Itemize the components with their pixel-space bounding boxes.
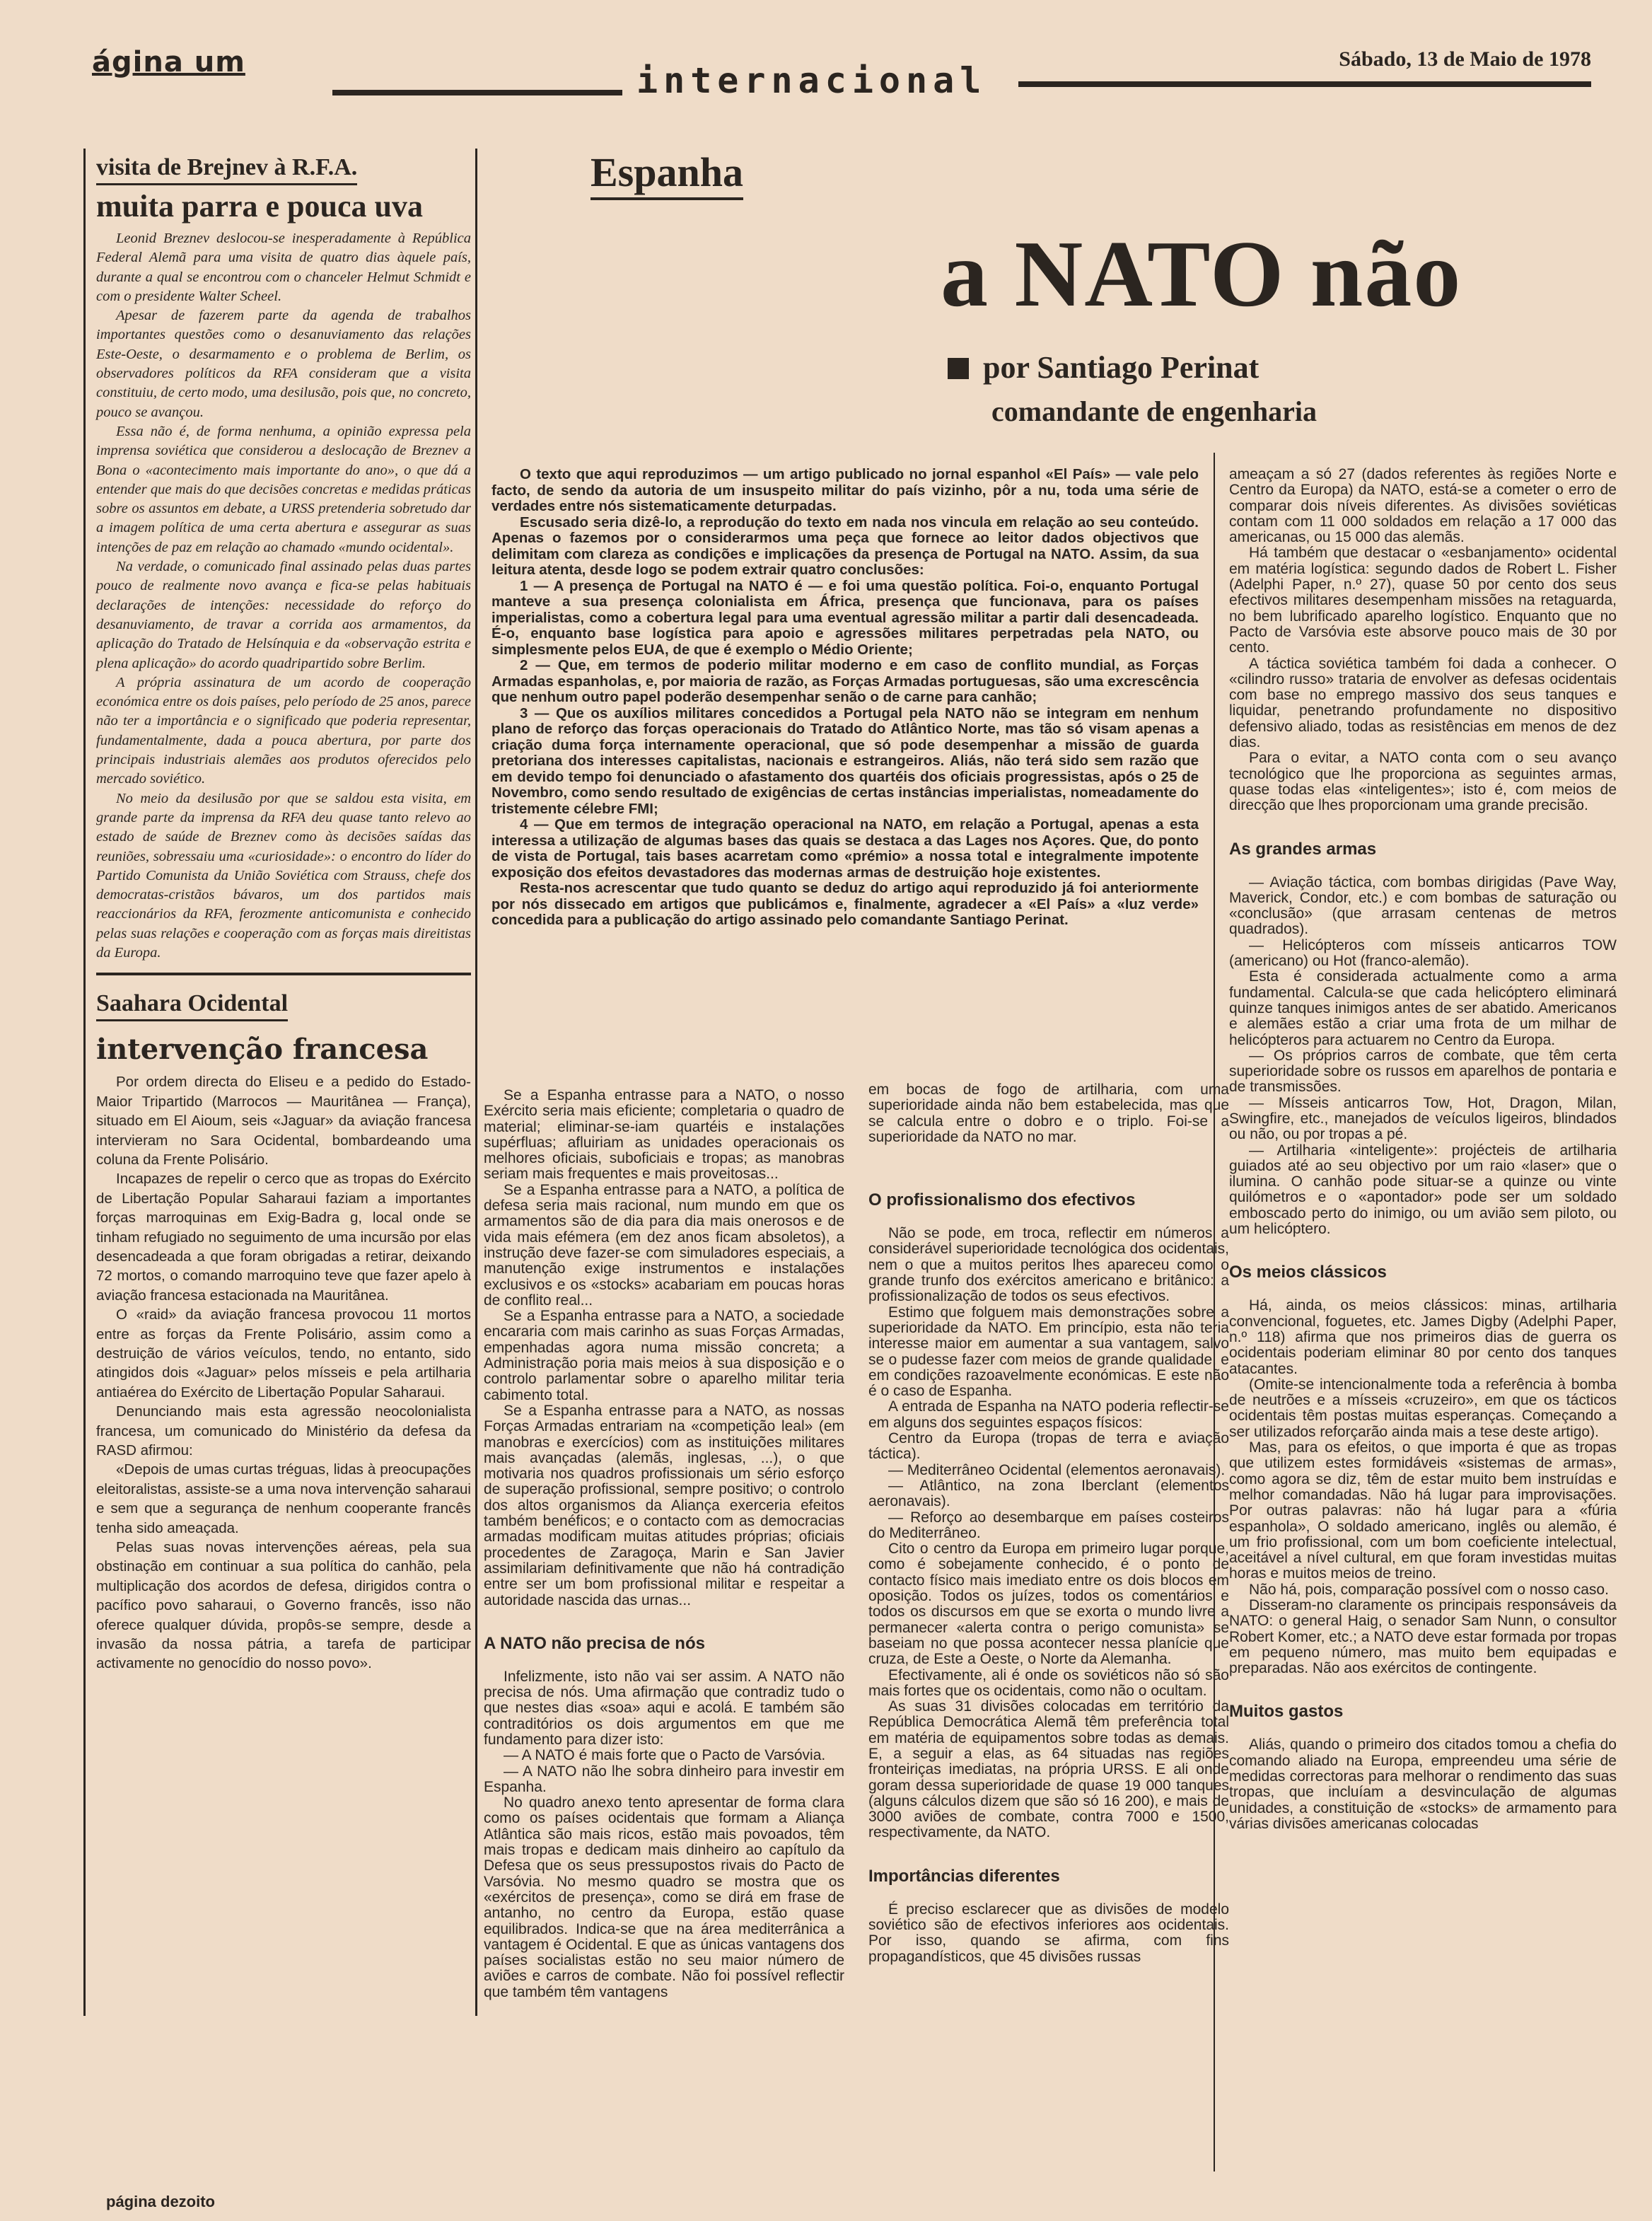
paragraph: — Mísseis anticarros Tow, Hot, Dragon, Milan, Swingfire, etc., manejados de veículos ligeiros, blindados ou não, ou por tropas a pé. [1229, 1094, 1617, 1143]
paragraph: 3 — Que os auxílios militares concedidos a Portugal pela NATO não se integram em nenhum plano de reforço das forças operacionais do Tratado do Atlântico Norte, mas tão só visam apenas a criação duma força internamente operacional, que só pode desempenhar a missão de guarda pretoriana dos interesses capitalistas, nacionais e estrangeiros. Aliás, não terá sido sem razão que em devido tempo foi denunciado o afastamento dos quartéis dos oficiais progressistas, após o 25 de Novembro, como sendo resultado de exigências de certas instâncias imperialistas, nomeadamente do tristemente célebre FMI; [491, 704, 1199, 817]
paragraph: — Artilharia «inteligente»: projécteis de artilharia guiados até ao seu objectivo por um raio «laser» que o ilumina. O canhão pode situar-se a quinze ou vinte quilómetros e o «apontador» pode ser um soldado emboscado perto do inimigo, ou um avião sem piloto, ou um helicóptero. [1229, 1142, 1617, 1238]
paragraph: No meio da desilusão por que se saldou esta visita, em grande parte da imprensa da RFA deu quase tanto relevo ao estado de saúde de Breznev como às decisões saídas das reuniões, sobressaiu uma «curiosidade»: o encontro do líder do Partido Comunista da União Soviética com Strauss, chefe dos democratas-cristãos bávaros, um dos partidos mais reaccionários da RFA, ferozmente anticomunista e conhecido pelas suas relações e cooperação com as forças mais direitistas da Europa. [96, 790, 471, 961]
paragraph: A entrada de Espanha na NATO poderia reflectir-se em alguns dos seguintes espaços físicos: [868, 1398, 1229, 1431]
paragraph: Não se pode, em troca, reflectir em números a considerável superioridade tecnológica dos ocidentais, nem o que a muitos peritos lhes apareceu como o grande trunfo dos exércitos americano e britânico: a profissionalização de todos os seus efectivos. [868, 1225, 1229, 1305]
article-column-1 [484, 1088, 844, 2000]
paragraph: — Helicópteros com mísseis anticarros TOW (americano) ou Hot (franco-alemão). [1229, 936, 1617, 970]
article-kicker: Espanha [591, 149, 743, 200]
left-margin-rule [83, 149, 86, 2016]
paragraph: — Mediterrâneo Ocidental (elementos aeronavais). [888, 1461, 1226, 1478]
paragraph: Se a Espanha entrasse para a NATO, as nossas Forças Armadas entrariam na «competição leal» (em manobras e exercícios) com as instituições militares mais avançadas (alemãs, inglesas, ...), o que motivaria nos quadros profissionais um sério esforço de superação profissional, sempre positivo; o controlo dos altos organismos da Aliança exerceria efeitos também benéficos; e o contacto com as democracias armadas modificam muitas atitudes próprias; oficiais procedentes de Zaragoça, Marin e San Javier assimilariam definitivamente que não há contradição entre ser um bom profissional militar e respeitar a autoridade nascida das urnas... [484, 1402, 844, 1608]
paragraph: — A NATO é mais forte que o Pacto de Varsóvia. [504, 1747, 826, 1764]
subheading: As grandes armas [1229, 839, 1377, 859]
paragraph: Infelizmente, isto não vai ser assim. A NATO não precisa de nós. Uma afirmação que contradiz tudo o que nestes dias «soa» aqui e acolá. E também são contraditórios os dois argumentos em que me fundamento para dizer isto: [484, 1668, 844, 1748]
subheading: Muitos gastos [1229, 1702, 1344, 1722]
paragraph: Na verdade, o comunicado final assinado pelas duas partes pouco de realmente novo avança e fica-se pelas habituais declarações de intenções: necessidade do reforço do desanuviamento, de travar a corrida aos armamentos, da aplicação do Tratado de Helsínquia e da «observação estrita e plena aplicação» do acordo quadripartido sobre Berlim. [96, 559, 471, 671]
paragraph: 1 — A presença de Portugal na NATO é — e foi uma questão política. Foi-o, enquanto Portugal manteve a sua presença colonialista em África, presença que funcionava, para os países imperialistas, como a cobertura legal para uma eventual agressão militar a partir dali desencadeada. É-o, enquanto base logística para apoio e agressões militares perpetradas pela NATO, ou simplesmente pelos EUA, de que é exemplo o Médio Oriente; [491, 577, 1199, 658]
paragraph: Apesar de fazerem parte da agenda de trabalhos importantes questões como o desanuviamento das relações Este-Oeste, o desarmamento e o problema de Berlim, os observadores políticos da RFA consideram que a visita constituiu, de certo modo, uma desilusão, pois que, no concreto, pouco se avançou. [96, 308, 471, 420]
paragraph: — Aviação táctica, com bombas dirigidas (Pave Way, Maverick, Condor, etc.) e com bombas de saturação ou «conclusão» (que arrasam centenas de metros quadrados). [1229, 874, 1617, 938]
article-kicker: visita de Brejnev à R.F.A. [96, 152, 357, 185]
paragraph: Aliás, quando o primeiro dos citados tomou a chefia do comando aliado na Europa, empreendeu uma série de medidas correctoras para melhorar o rendimento das suas tropas, que incluíam a desvinculação de algumas unidades, a constituição de «stocks» de armamento para várias divisões americanas colocadas [1229, 1736, 1617, 1832]
editorial-intro [491, 467, 1199, 929]
paragraph: Se a Espanha entrasse para a NATO, a sociedade encararia com mais carinho as suas Forças Armadas, empenhadas agora numa missão concreta; a Administração poria mais meios à sua disposição e o controlo parlamentar sobre o aparelho militar teria cabimento total. [484, 1308, 844, 1403]
paragraph: — Atlântico, na zona Iberclant (elementos aeronavais). [868, 1477, 1229, 1510]
paragraph: 4 — Que em termos de integração operacional na NATO, em relação a Portugal, apenas a esta interessa a utilização de algumas bases das quais se destaca a das Lages nos Açores. Que, do ponto de vista de Portugal, tais bases acarretam como «prémio» a nossa total e integralmente impotente exposição dos efeitos devastadores das modernas armas de destruição hoje existentes. [491, 816, 1199, 881]
paragraph: Há, ainda, os meios clássicos: minas, artilharia convencional, foguetes, etc. James Digby (Adelphi Paper, n.º 118) afirma que nos primeiros dias de guerra os ocidentais poderiam eliminar 80 por cento dos tanques atacantes. [1229, 1297, 1617, 1377]
main-headline: a NATO não [941, 221, 1462, 326]
subheading: A NATO não precisa de nós [484, 1633, 705, 1653]
paragraph: O texto que aqui reproduzimos — um artigo publicado no jornal espanhol «El País» — vale pelo facto, de sendo da autoria de um insuspeito militar do país vizinho, pôr a nu, toda uma série de verdades entre nós sistematicamente deturpadas. [491, 466, 1199, 514]
subheading: Importâncias diferentes [868, 1866, 1060, 1886]
byline [948, 349, 1259, 385]
header-rule-left [332, 90, 622, 95]
sahara-article [96, 988, 471, 1674]
paragraph: Não há, pois, comparação possível com o nosso caso. [1249, 1581, 1609, 1598]
paragraph: Denunciando mais esta agressão neocolonialista francesa, um comunicado do Ministério da defesa da RASD afirmou: [96, 1403, 471, 1459]
subheading: Os meios clássicos [1229, 1263, 1387, 1282]
article-body [96, 229, 471, 963]
article-column-3 [1229, 467, 1617, 1832]
paragraph: Há também que destacar o «esbanjamento» ocidental em matéria logística: segundo dados de Robert L. Fisher (Adelphi Paper, n.º 27), quase 50 por cento dos seus efectivos militares desempenham missões na retaguarda, no bem lubrificado aparelho logístico. Enquanto que no Pacto de Varsóvia este absorve pouco mais de 30 por cento. [1229, 545, 1617, 656]
paragraph: As suas 31 divisões colocadas em território da República Democrática Alemã têm preferência total em matéria de equipamentos sobre todas as demais. E, a seguir a elas, as 64 situadas nas regiões fronteiriças imediatas, na própria URSS. E ali onde goram dessa superioridade de quase 19 000 tanques (alguns cálculos dizem que são só 16 200), e mais de 3000 aviões de combate, contra 7000 e 1500, respectivamente, da NATO. [868, 1698, 1229, 1841]
paragraph: (Omite-se intencionalmente toda a referência à bomba de neutrões e a mísseis «cruzeiro», em que os tácticos ocidentais têm postas muitas esperanças. Começando a ser utilizados reforçarão ainda mais a tese deste artigo). [1229, 1376, 1617, 1440]
paragraph: Leonid Breznev deslocou-se inesperadamente à República Federal Alemã para uma visita de quatro dias àquele país, durante a qual se encontrou com o chanceler Helmut Schmidt e com o presidente Walter Scheel. [96, 231, 471, 304]
page-header [92, 39, 1591, 106]
paragraph: em bocas de fogo de artilharia, com uma superioridade ainda não bem estabelecida, mas que se calcula entre o dobro e o triplo. Foi-se a superioridade da NATO no mar. [868, 1081, 1229, 1145]
byline-author: por Santiago Perinat [983, 350, 1260, 385]
left-column-rule [475, 149, 477, 2016]
issue-date: Sábado, 13 de Maio de 1978 [1339, 47, 1591, 71]
paragraph: No quadro anexo tento apresentar de forma clara como os países ocidentais que formam a Aliança Atlântica são mais ricos, estão mais povoados, têm mais tropas e dedicam mais dinheiro ao capítulo da Defesa que os seus pressupostos rivais do Pacto de Varsóvia. No mesmo quadro se mostra que os «exércitos de presença», como se dirá em frase de antanho, no centro da Europa, estão quase equilibrados. Indica-se que na área mediterrânica a vantagem é Ocidental. E que as únicas vantagens dos países socialistas estão no seu maior número de aviões e carros de combate. Não foi possível reflectir que também têm vantagens [484, 1794, 844, 2000]
paragraph: É preciso esclarecer que as divisões de modelo soviético são de efectivos inferiores aos ocidentais. Por isso, quando se afirma, com fins propagandísticos, que 45 divisões russas [868, 1901, 1229, 1965]
article-divider [96, 973, 471, 975]
paragraph: Mas, para os efeitos, o que importa é que as tropas que utilizem estes formidáveis «sistemas de armas», como agora se diz, têm de estar muito bem instruídas e melhor comandadas. Não há lugar para improvisações. Por outras palavras: não há lugar para a «fúria espanhola», O soldado americano, inglês ou alemão, é um frio profissional, com um bom coeficiente intelectual, aceitável a nível cultural, em que foram investidas muitas horas e muitos meios de treino. [1229, 1439, 1617, 1582]
paragraph: Por ordem directa do Eliseu e a pedido do Estado-Maior Tripartido (Marrocos — Mauritânea — França), situado em El Aioum, seis «Jaguar» da aviação francesa intervieram no Sara Ocidental, bombardeando uma coluna da Frente Polisário. [96, 1074, 471, 1168]
paragraph: Resta-nos acrescentar que tudo quanto se deduz do artigo aqui reproduzido já foi anteriormente por nós dissecado em artigos que publicámos e, finalmente, agradecer a «El País» a «luz verde» concedida para a publicação do artigo assinado pelo comandante Santiago Perinat. [491, 880, 1199, 928]
paragraph: Efectivamente, ali é onde os soviéticos não só são mais fortes que os ocidentais, como não o ocultam. [868, 1666, 1229, 1699]
paragraph: ameaçam a só 27 (dados referentes às regiões Norte e Centro da Europa) da NATO, está-se a cometer o erro de comparar dois níveis diferentes. As divisões soviéticas contam com 11 000 soldados em relação a 17 000 das americanas, ou 15 000 das alemãs. [1229, 466, 1617, 546]
paragraph: — Os próprios carros de combate, que têm certa superioridade sobre os russos em aparelhos de pontaria e de transmissões. [1229, 1047, 1617, 1096]
left-column [96, 152, 471, 1674]
paragraph: O «raid» da aviação francesa provocou 11 mortos entre as forças da Frente Polisário, assim como a destruição de vários veículos, tendo, no entanto, sido atingidos dois «Jaguar» pelos mísseis e pela artilharia antiaérea do Exército de Libertação Popular Saharaui. [96, 1306, 471, 1401]
paragraph: — A NATO não lhe sobra dinheiro para investir em Espanha. [484, 1763, 844, 1795]
paragraph: Disseram-no claramente os principais responsáveis da NATO: o general Haig, o senador Sam Nunn, o consultor Robert Komer, etc.; a NATO deve estar formada por tropas em pequeno número, mas muito bem equipadas e preparadas. Não aos exércitos de contingente. [1229, 1597, 1617, 1677]
paragraph: A táctica soviética também foi dada a conhecer. O «cilindro russo» trataria de envolver as defesas ocidentais com base no emprego massivo dos seus tanques e liquidar, penetrando profundamente no dispositivo defensivo aliado, todas as resistências em menos de dez dias. [1229, 655, 1617, 751]
brejnev-article [96, 152, 471, 975]
paragraph: — Reforço ao desembarque em países costeiros do Mediterrâneo. [868, 1509, 1229, 1541]
square-bullet-icon [948, 358, 969, 379]
article-body [96, 1072, 471, 1674]
page-number-label: ágina um [92, 46, 245, 79]
paragraph: 2 — Que, em termos de poderio militar moderno e em caso de conflito mundial, as Forças Armadas espanholas, e, por maioria de razão, as Forças Armadas portuguesas, são uma excrescência que nenhum outro papel poderão desempenhar senão o de carne para canhão; [491, 657, 1199, 705]
article-kicker: Saahara Ocidental [96, 988, 288, 1021]
paragraph: A própria assinatura de um acordo de cooperação económica entre os dois países, pelo período de 25 anos, parece não ter a importância e o significado que poderia representar, fundamentalmente, dada a pouca abertura, por parte dos principais industriais alemães aos produtos oferecidos pelo mercado soviético. [96, 674, 471, 787]
paragraph: Cito o centro da Europa em primeiro lugar porque, como é sobejamente conhecido, é o ponto de contacto físico mais imediato entre os dois blocos em oposição. Todos os juízes, todos os comentários e todos os discursos em que se exorta o mundo livre a permanecer «alerta contra o perigo comunista» se baseiam no que possa acontecer nessa planície que cruza, de Este a Oeste, o Norte da Alemanha. [868, 1541, 1229, 1668]
paragraph: Estimo que folguem mais demonstrações sobre a superioridade da NATO. Em princípio, esta não teria interesse maior em aumentar a sua vantagem, salvo se o pudesse fazer com meios de grande qualidade, e em condições razoavelmente económicas. E este não é o caso de Espanha. [868, 1304, 1229, 1400]
section-title: internacional [636, 60, 987, 101]
article-headline: muita parra e pouca uva [96, 189, 423, 224]
page-footer-label: página dezoito [106, 2193, 215, 2210]
article-column-2 [868, 1082, 1229, 1965]
header-rule-right [1018, 81, 1591, 87]
paragraph: Escusado seria dizê-lo, a reprodução do texto em nada nos vincula em relação ao seu conteúdo. Apenas o fazemos por o considerarmos uma peça que fornece ao leitor dados objectivos que delimitam com clareza as condições e implicações da presença de Portugal na NATO. Assim, da sua leitura atenta, desde logo se podem extrair quatro conclusões: [491, 514, 1199, 578]
subheading: O profissionalismo dos efectivos [868, 1190, 1136, 1210]
byline-role: comandante de engenharia [991, 395, 1317, 427]
paragraph: Para o evitar, a NATO conta com o seu avanço tecnológico que lhe proporciona as seguintes armas, quase todas elas «inteligentes»; isto é, com meios de direcção que lhes proporcionam uma grande precisão. [1229, 750, 1617, 814]
paragraph: Essa não é, de forma nenhuma, a opinião expressa pela imprensa soviética que considerou a deslocação de Breznev a Bona o «acontecimento mais importante do ano», o que dá a entender que mais do que decisões concretas e medidas práticas sobre os assuntos em debate, a URSS pretenderia sobretudo dar a imagem política de uma certa abertura e assegurar as suas intenções de paz em relação ao chamado «mundo ocidental». [96, 423, 471, 555]
paragraph: «Depois de umas curtas tréguas, lidas à preocupações eleitoralistas, assiste-se a uma nova intervenção saharaui e sem que a segurança de nenhum cooperante francês tenha sido ameaçada. [96, 1461, 471, 1536]
paragraph: Centro da Europa (tropas de terra e aviação táctica). [868, 1430, 1229, 1463]
paragraph: Se a Espanha entrasse para a NATO, a política de defesa seria mais racional, num mundo em que os armamentos são de dia para dia mais onerosos e de vida mais efémera (em dez anos ficam absoletos), a instrução deve fazer-se com simuladores especiais, a manutenção exige instrumentos e instalações exclusivos e os «stocks» acabariam em poucas horas de conflito real... [484, 1181, 844, 1309]
paragraph: Se a Espanha entrasse para a NATO, o nosso Exército seria mais eficiente; completaria o quadro de material; eliminar-se-iam quartéis e instalações supérfluas; afluiriam as unidades operacionais os melhores oficiais, suboficiais e tropas; as manobras seriam mais frequentes e mais proveitosas... [484, 1087, 844, 1183]
paragraph: Pelas suas novas intervenções aéreas, pela sua obstinação em continuar a sua política do canhão, pela multiplicação dos acordos de defesa, dirigidos contra o pacífico povo saharaui, o Governo francês, isso não oferece qualquer dúvida, propôs-se sempre, desde a invasão da nossa pátria, a tarefa de participar activamente no genocídio do nosso povo». [96, 1539, 471, 1672]
paragraph: Incapazes de repelir o cerco que as tropas do Exército de Libertação Popular Saharaui faziam a importantes forças marroquinas em Exig-Badra g, local onde se tinham refugiado no seguimento de uma incursão por elas desencadeada a que foram obrigadas a retirar, deixando 72 mortos, o comando marroquino teve que fazer apelo à aviação francesa estacionada na Mauritânea. [96, 1171, 471, 1304]
article-headline: intervenção francesa [96, 1033, 429, 1067]
paragraph: Esta é considerada actualmente como a arma fundamental. Calcula-se que cada helicóptero eliminará quinze tanques inimigos antes de ser abatido. Americanos e alemães estão a criar uma frota de um milhar de helicópteros para actuarem no Centro da Europa. [1229, 968, 1617, 1048]
